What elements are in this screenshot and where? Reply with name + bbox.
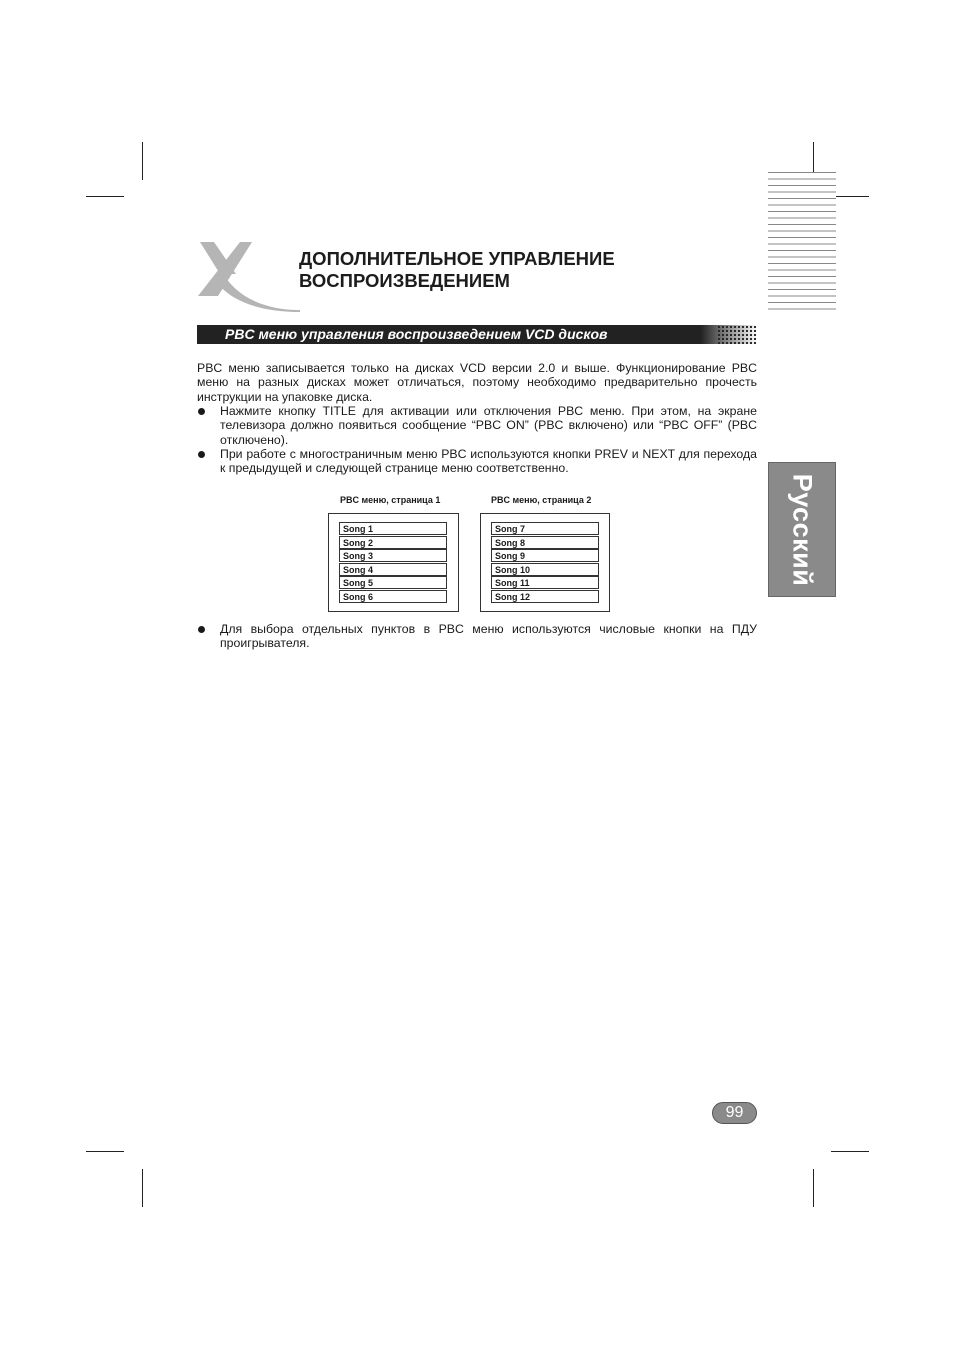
bullet-item bbox=[197, 622, 757, 651]
pbc-menu-page-1 bbox=[328, 513, 459, 612]
bullet-text: При работе с многостраничным меню PBC используются кнопки PREV и NEXT для перехода к предыдущей и следующей странице меню соответственно. bbox=[220, 447, 757, 476]
language-tab-label: Русский bbox=[787, 473, 818, 586]
pbc-menu-page-2 bbox=[480, 513, 610, 612]
bullet-text: Для выбора отдельных пунктов в PBC меню используются числовые кнопки на ПДУ проигрывателя. bbox=[220, 622, 757, 651]
menu-item: Song 4 bbox=[339, 563, 447, 576]
bullet-text: Нажмите кнопку TITLE для активации или отключения PBC меню. При этом, на экране телевизора должно появиться сообщение “PBC ON” (PBC включено) или “PBC OFF” (PBC отключено). bbox=[220, 404, 757, 447]
bullet-dot-icon bbox=[198, 626, 205, 633]
menu-item: Song 9 bbox=[491, 549, 599, 562]
crop-mark bbox=[831, 196, 869, 197]
menu-caption: PBC меню, страница 1 bbox=[340, 495, 441, 505]
menu-item: Song 8 bbox=[491, 536, 599, 549]
intro-paragraph: PBC меню записывается только на дисках VCD версии 2.0 и выше. Функционирование PBC меню на разных дисках может отличаться, поэтому необходимо предварительно прочесть инструкции на упаковке диска. bbox=[197, 361, 757, 404]
bullet-dot-icon bbox=[198, 408, 205, 415]
bullet-item bbox=[197, 447, 757, 476]
menu-item: Song 7 bbox=[491, 522, 599, 535]
section-heading: PBC меню управления воспроизведением VCD дисков bbox=[225, 326, 608, 342]
page-title-line1: ДОПОЛНИТЕЛЬНОЕ УПРАВЛЕНИЕ bbox=[299, 248, 615, 269]
x-logo-icon bbox=[196, 240, 302, 312]
page-title-line2: ВОСПРОИЗВЕДЕНИЕМ bbox=[299, 270, 510, 291]
menu-item: Song 3 bbox=[339, 549, 447, 562]
section-bar-pattern bbox=[717, 325, 757, 344]
menu-item: Song 6 bbox=[339, 590, 447, 603]
crop-mark bbox=[86, 1151, 124, 1152]
crop-mark bbox=[86, 196, 124, 197]
menu-item: Song 10 bbox=[491, 563, 599, 576]
section-heading-bar bbox=[197, 325, 757, 344]
menu-item: Song 11 bbox=[491, 576, 599, 589]
bullet-dot-icon bbox=[198, 451, 205, 458]
crop-mark bbox=[142, 142, 143, 180]
page-number: 99 bbox=[712, 1102, 757, 1124]
menu-item: Song 12 bbox=[491, 590, 599, 603]
menu-item: Song 1 bbox=[339, 522, 447, 535]
crop-mark bbox=[813, 1169, 814, 1207]
crop-mark bbox=[831, 1151, 869, 1152]
page-title bbox=[299, 248, 615, 292]
language-tab bbox=[768, 462, 836, 597]
bullet-item bbox=[197, 404, 757, 447]
menu-item: Song 5 bbox=[339, 576, 447, 589]
menu-caption: PBC меню, страница 2 bbox=[491, 495, 592, 505]
crop-mark bbox=[142, 1169, 143, 1207]
decorative-stripes bbox=[768, 172, 836, 312]
menu-item: Song 2 bbox=[339, 536, 447, 549]
